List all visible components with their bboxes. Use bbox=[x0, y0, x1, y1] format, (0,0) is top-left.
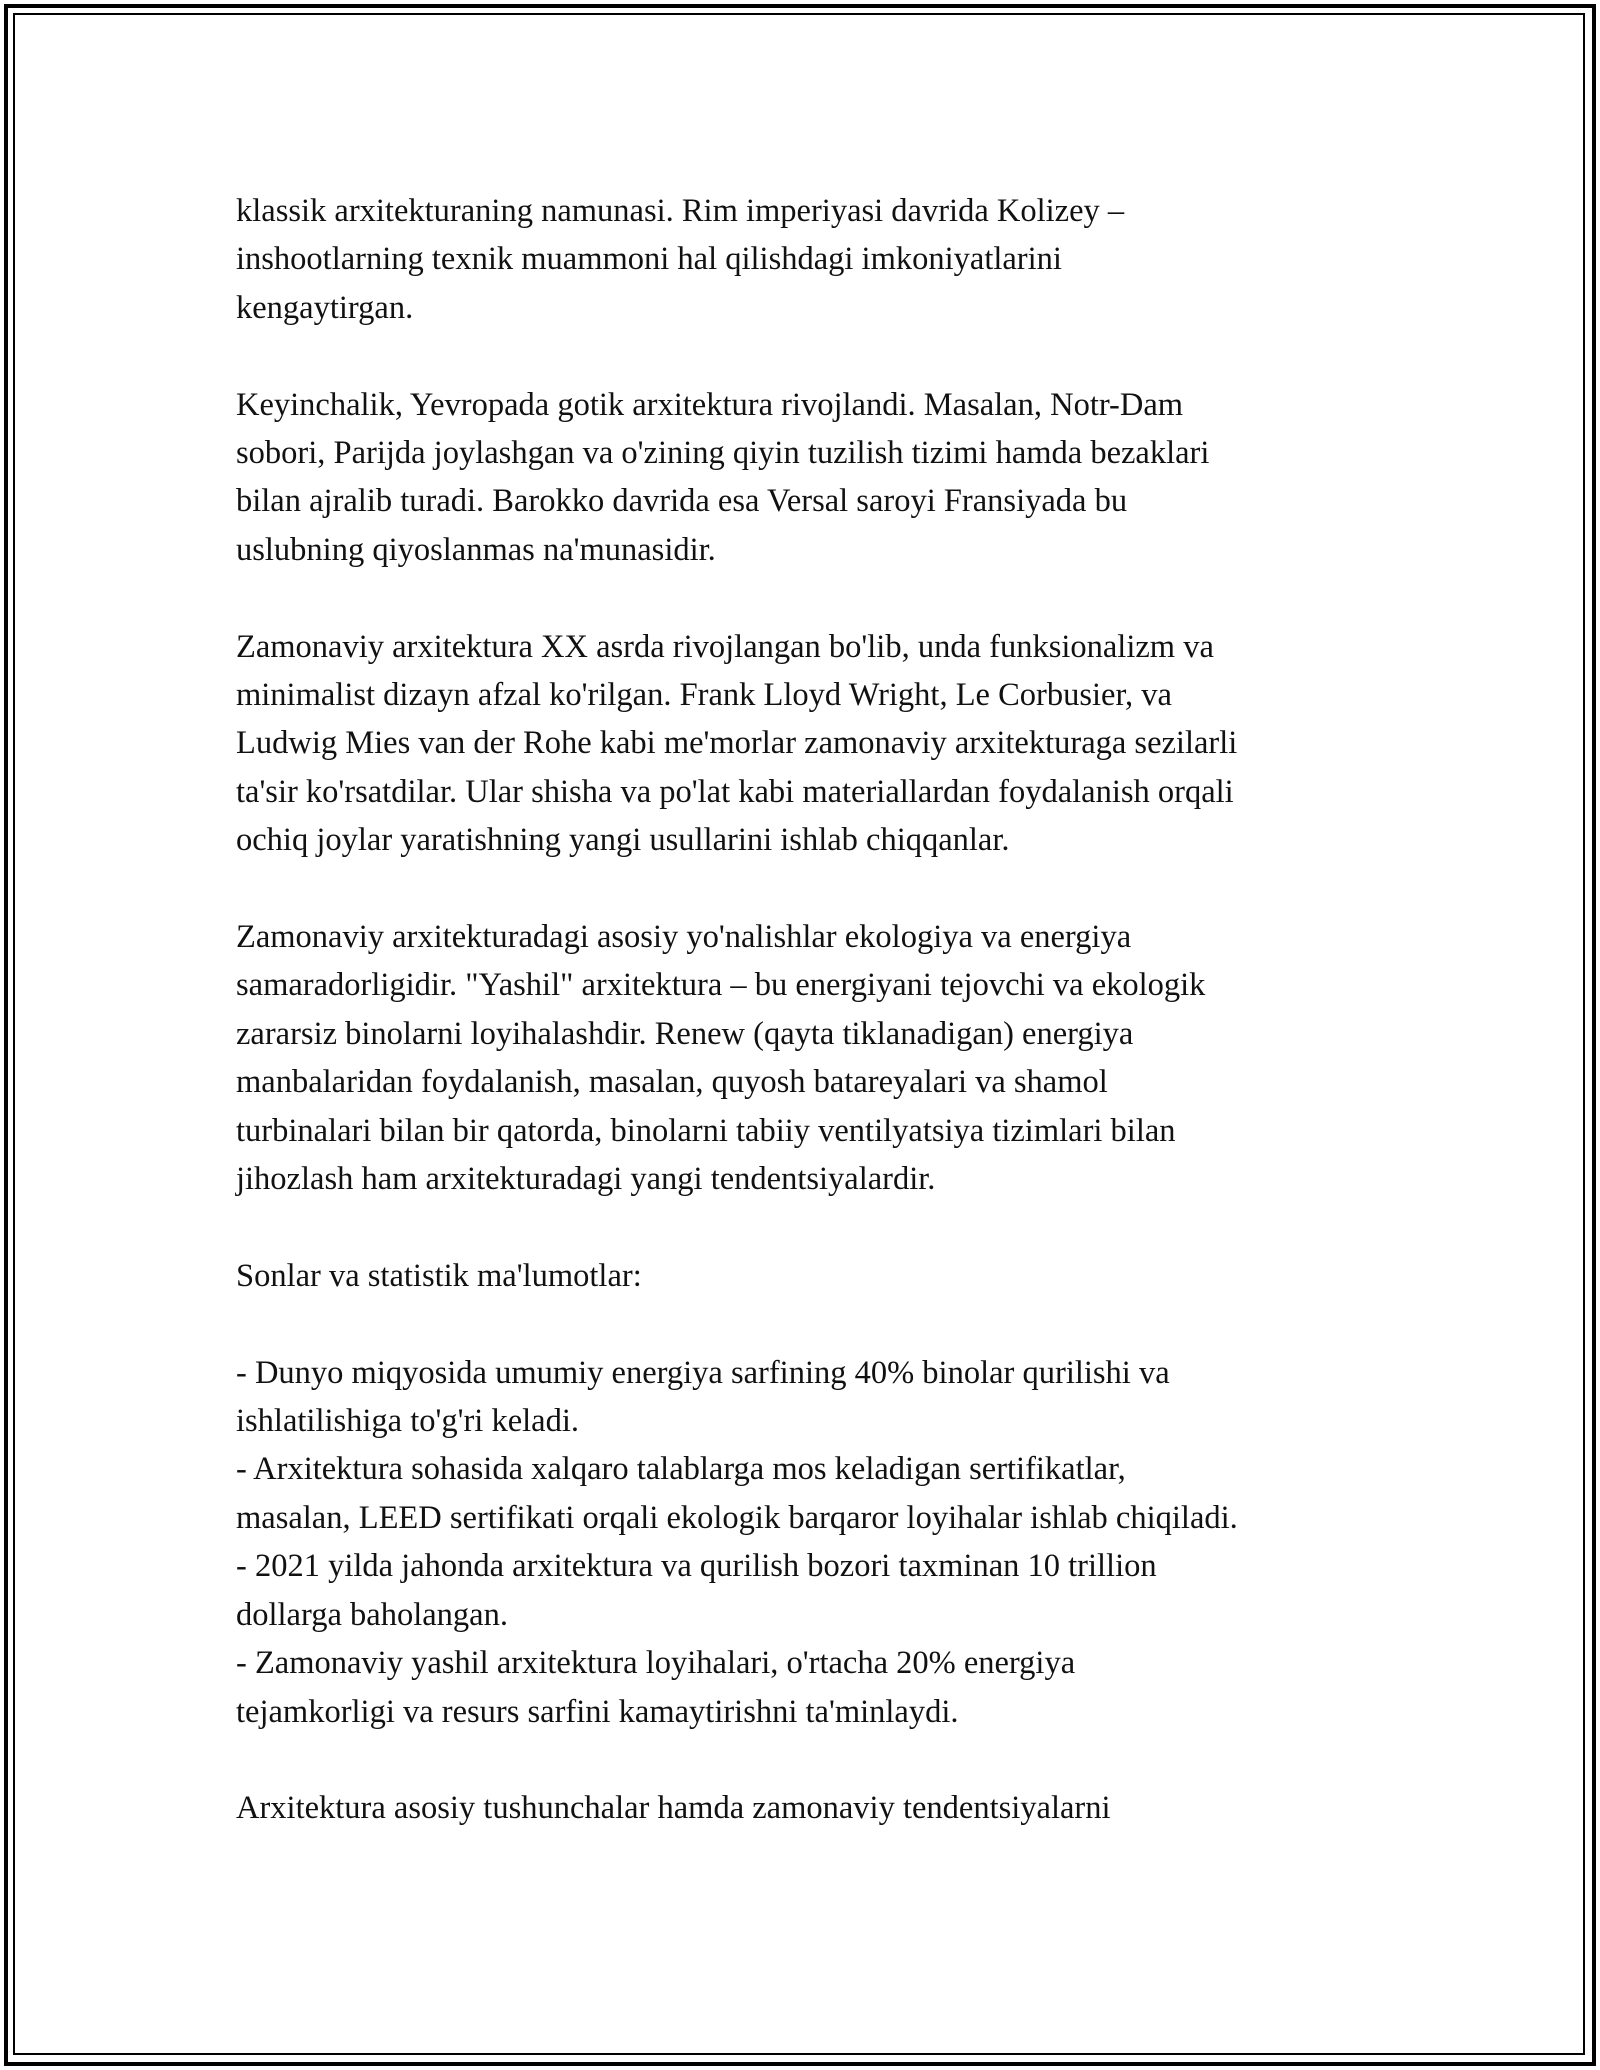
text-line: uslubning qiyoslanmas na'munasidir. bbox=[236, 531, 716, 568]
text-line: - Zamonaviy yashil arxitektura loyihalari, o'rtacha 20% energiya bbox=[236, 1645, 1076, 1682]
paragraph-gothic-baroque bbox=[236, 381, 1386, 575]
text-line: dollarga baholangan. bbox=[236, 1596, 508, 1633]
text-line: Zamonaviy arxitektura XX asrda rivojlangan bo'lib, unda funksionalizm va bbox=[236, 628, 1214, 665]
paragraph-modern-architecture bbox=[236, 623, 1386, 865]
paragraph-classic-architecture bbox=[236, 187, 1386, 332]
paragraph-green-architecture bbox=[236, 913, 1386, 1203]
text-line: Zamonaviy arxitekturadagi asosiy yo'nalishlar ekologiya va energiya bbox=[236, 919, 1132, 956]
paragraph-conclusion bbox=[236, 1784, 1386, 1832]
text-line: - Arxitektura sohasida xalqaro talablarga mos keladigan sertifikatlar, bbox=[236, 1451, 1126, 1488]
text-line: - 2021 yilda jahonda arxitektura va qurilish bozori taxminan 10 trillion bbox=[236, 1548, 1157, 1585]
paragraph-statistics-heading bbox=[236, 1252, 1386, 1300]
text-line: tejamkorligi va resurs sarfini kamaytirishni ta'minlaydi. bbox=[236, 1693, 959, 1730]
text-line: kengaytirgan. bbox=[236, 289, 414, 326]
text-line: - Dunyo miqyosida umumiy energiya sarfining 40% binolar qurilishi va bbox=[236, 1354, 1170, 1391]
text-line: bilan ajralib turadi. Barokko davrida esa Versal saroyi Fransiyada bu bbox=[236, 483, 1128, 520]
text-line: manbalaridan foydalanish, masalan, quyosh batareyalari va shamol bbox=[236, 1064, 1108, 1101]
text-line: Ludwig Mies van der Rohe kabi me'morlar zamonaviy arxitekturaga sezilarli bbox=[236, 725, 1238, 762]
text-line: Arxitektura asosiy tushunchalar hamda zamonaviy tendentsiyalarni bbox=[236, 1790, 1111, 1827]
text-line: jihozlash ham arxitekturadagi yangi tendentsiyalardir. bbox=[236, 1161, 936, 1198]
paragraph-statistics-list bbox=[236, 1349, 1386, 1736]
text-line: zararsiz binolarni loyihalashdir. Renew (qayta tiklanadigan) energiya bbox=[236, 1015, 1134, 1052]
text-line: klassik arxitekturaning namunasi. Rim imperiyasi davrida Kolizey – bbox=[236, 193, 1125, 229]
text-line: inshootlarning texnik muammoni hal qilishdagi imkoniyatlarini bbox=[236, 241, 1062, 278]
text-line: turbinalari bilan bir qatorda, binolarni tabiiy ventilyatsiya tizimlari bilan bbox=[236, 1112, 1176, 1149]
text-line: samaradorligidir. "Yashil" arxitektura – bu energiyani tejovchi va ekologik bbox=[236, 967, 1206, 1004]
text-line: Sonlar va statistik ma'lumotlar: bbox=[236, 1257, 642, 1294]
document-body bbox=[236, 187, 1386, 1833]
text-line: ta'sir ko'rsatdilar. Ular shisha va po'lat kabi materiallardan foydalanish orqali bbox=[236, 773, 1234, 810]
text-line: Keyinchalik, Yevropada gotik arxitektura rivojlandi. Masalan, Notr-Dam bbox=[236, 386, 1184, 423]
text-line: ishlatilishiga to'g'ri keladi. bbox=[236, 1403, 579, 1440]
text-line: minimalist dizayn afzal ko'rilgan. Frank Lloyd Wright, Le Corbusier, va bbox=[236, 677, 1172, 714]
text-line: sobori, Parijda joylashgan va o'zining qiyin tuzilish tizimi hamda bezaklari bbox=[236, 435, 1210, 472]
text-line: ochiq joylar yaratishning yangi usullarini ishlab chiqqanlar. bbox=[236, 822, 1010, 859]
text-line: masalan, LEED sertifikati orqali ekologik barqaror loyihalar ishlab chiqiladi. bbox=[236, 1499, 1238, 1536]
